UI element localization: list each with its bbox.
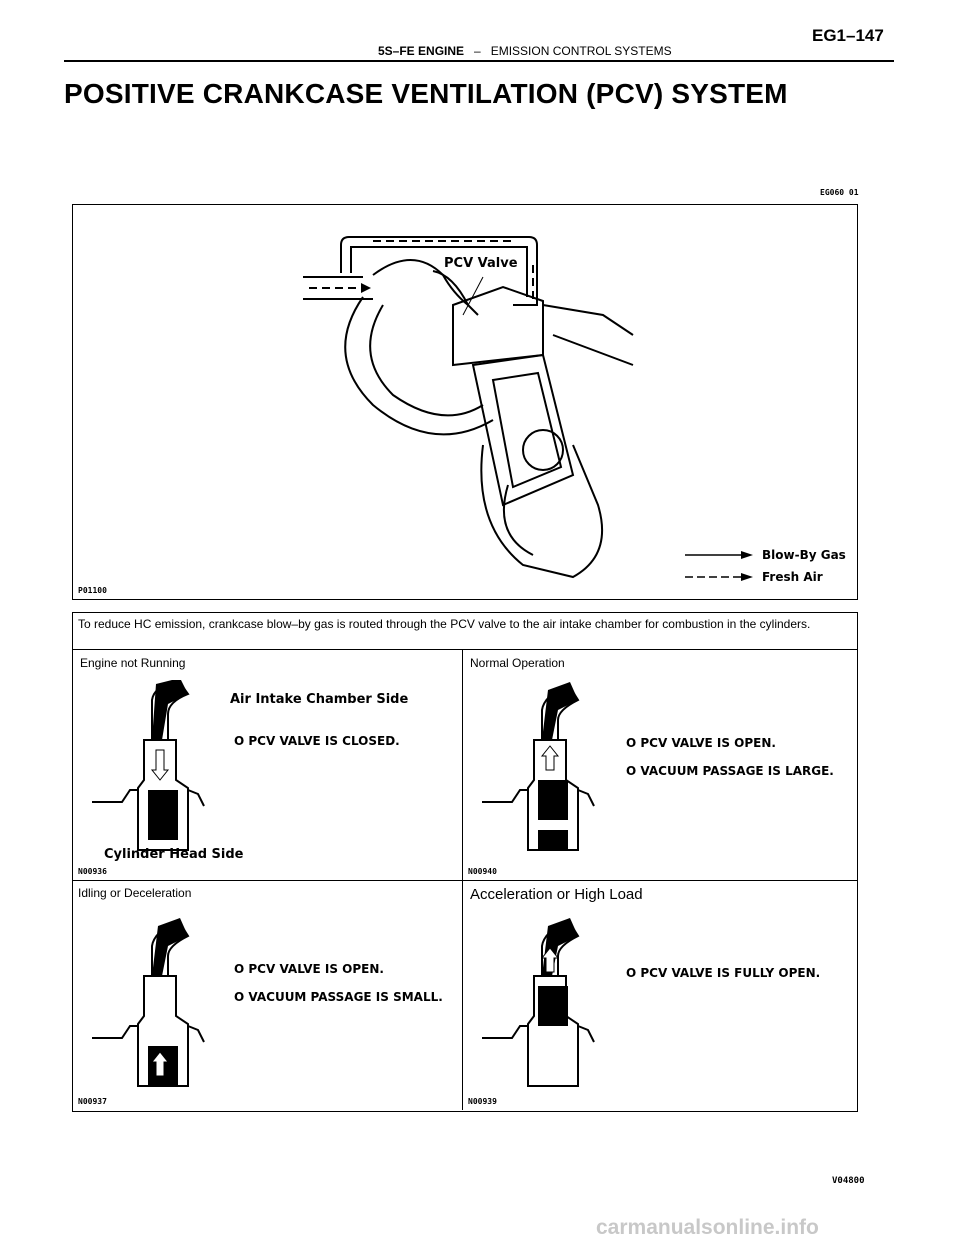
divider [462,650,463,1110]
panel-code: N00936 [78,867,107,876]
label-cylinder-head-side: Cylinder Head Side [104,847,244,862]
condition-vacuum-small: O VACUUM PASSAGE IS SMALL. [234,990,443,1004]
divider [72,880,858,881]
condition-open: O PCV VALVE IS OPEN. [626,736,776,750]
footer-code: V04800 [832,1176,865,1186]
header-separator: – [474,44,481,58]
header-section: EMISSION CONTROL SYSTEMS [490,44,672,58]
panel-title-normal-operation: Normal Operation [470,656,565,670]
pcv-valve-fully-open-icon [482,916,602,1096]
page-title: POSITIVE CRANKCASE VENTILATION (PCV) SYSTEM [64,78,788,109]
watermark: carmanualsonline.info [596,1216,819,1239]
pcv-valve-closed-icon [92,680,212,870]
panel-title-idling: Idling or Deceleration [78,886,192,900]
figure-code: P01100 [78,586,107,595]
panel-title-engine-not-running: Engine not Running [80,656,186,670]
panel-code: N00937 [78,1097,107,1106]
page-number: EG1–147 [812,26,884,45]
condition-closed: O PCV VALVE IS CLOSED. [234,734,400,748]
pcv-valve-open-small-icon [92,916,212,1096]
header-engine: 5S–FE ENGINE [378,44,465,58]
figure-corner-code: EG060 01 [820,188,859,197]
legend-fresh-air: Fresh Air [762,570,823,584]
panel-code: N00939 [468,1097,497,1106]
legend-blow-by: Blow-By Gas [762,548,846,562]
header-rule [64,60,894,62]
condition-fully-open: O PCV VALVE IS FULLY OPEN. [626,966,821,980]
condition-vacuum-large: O VACUUM PASSAGE IS LARGE. [626,764,834,778]
pcv-valve-open-large-icon [482,680,602,870]
running-header [378,44,672,58]
label-air-intake-side: Air Intake Chamber Side [230,692,409,707]
pcv-valve-label: PCV Valve [444,256,518,271]
panel-title-acceleration: Acceleration or High Load [470,886,643,903]
description-text: To reduce HC emission, crankcase blow–by gas is routed through the PCV valve to the air intake chamber for combustion in the cylinders. [78,617,811,631]
condition-open: O PCV VALVE IS OPEN. [234,962,384,976]
divider [72,649,858,650]
panel-code: N00940 [468,867,497,876]
